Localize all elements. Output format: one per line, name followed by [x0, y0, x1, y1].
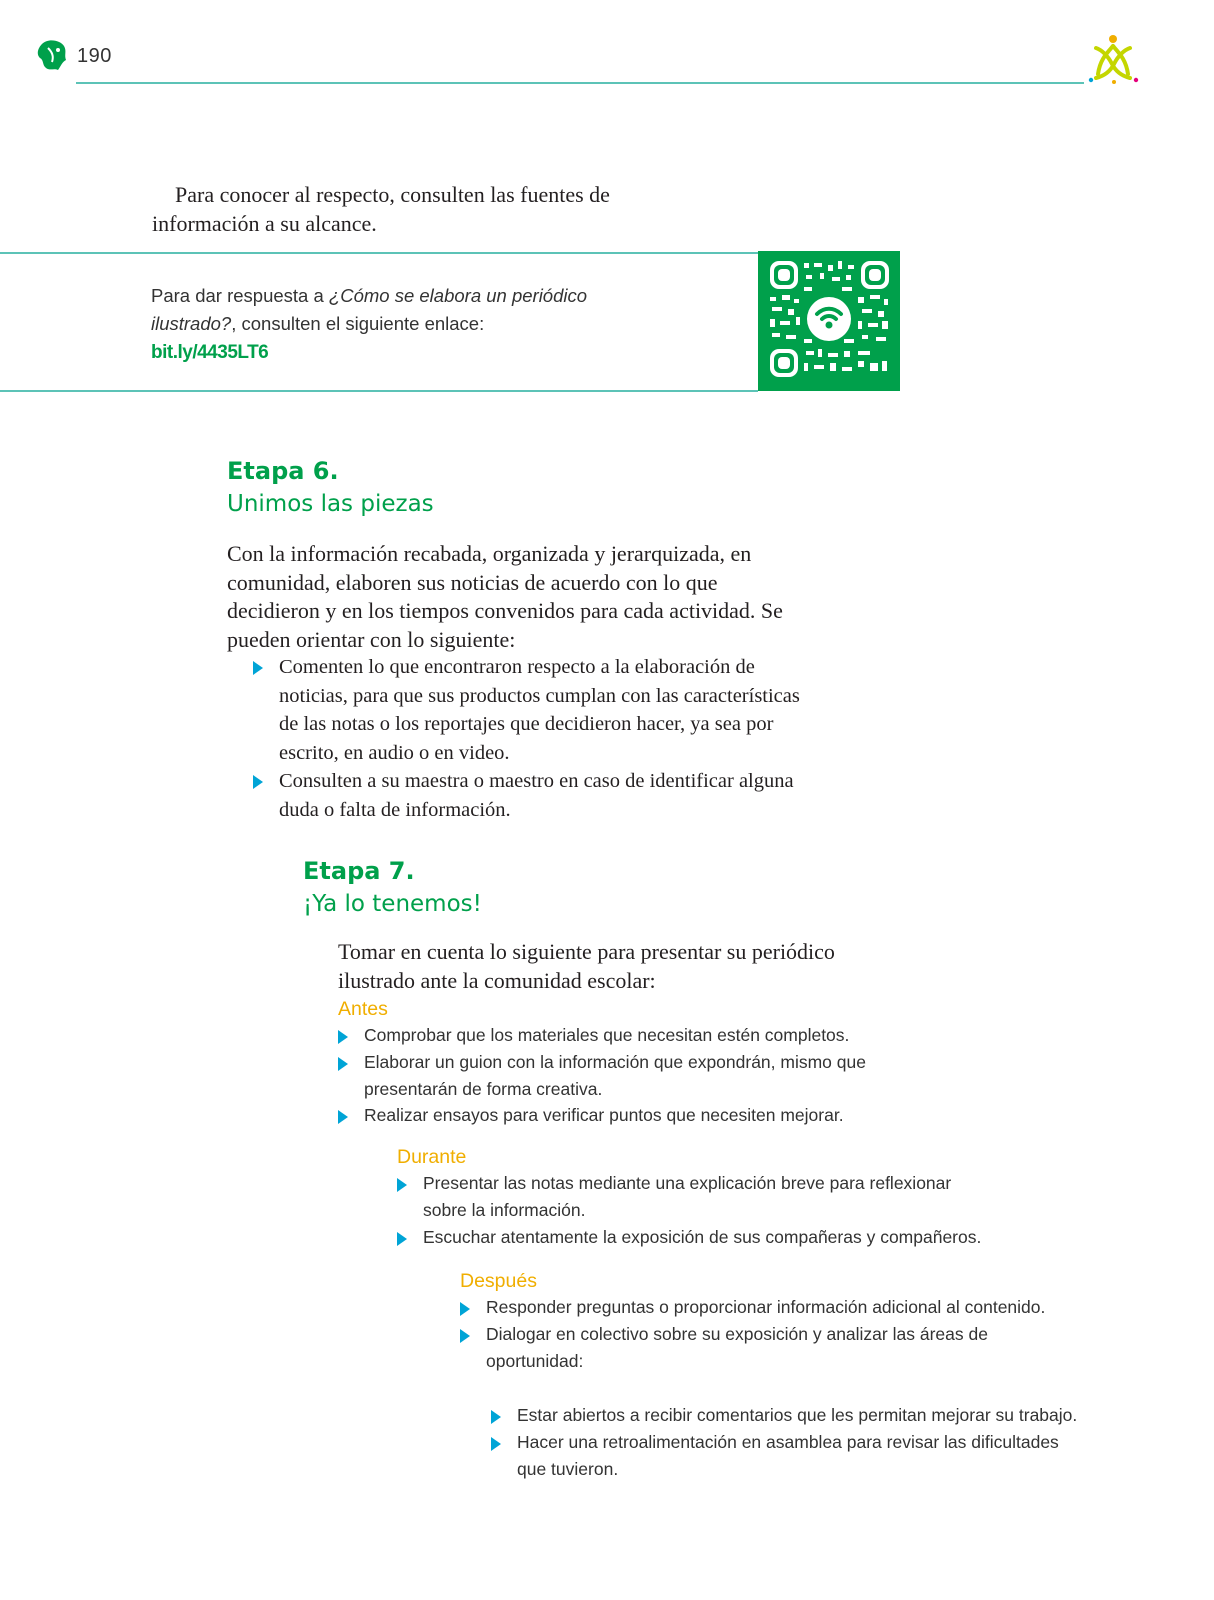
durante-list — [397, 1170, 997, 1250]
intro-paragraph — [152, 180, 672, 238]
tree-of-life-emblem-icon — [1088, 34, 1142, 86]
triangle-bullet-icon — [253, 661, 263, 675]
list-item — [491, 1429, 1081, 1483]
linkbox-top-rule — [0, 252, 758, 254]
stage-7-title: Etapa 7. — [303, 857, 415, 885]
list-item-text: Comprobar que los materiales que necesitan estén completos. — [364, 1025, 850, 1045]
list-item — [460, 1294, 1060, 1321]
linkbox-bottom-rule — [0, 390, 758, 392]
green-leaf-head-icon — [34, 38, 70, 74]
triangle-bullet-icon — [338, 1110, 348, 1124]
stage-6-list — [253, 653, 823, 824]
stage-6-title: Etapa 6. — [227, 457, 339, 485]
header-rule — [76, 82, 1084, 84]
resource-link[interactable]: bit.ly/4435LT6 — [151, 342, 269, 363]
triangle-bullet-icon — [397, 1232, 407, 1246]
small-triangle-bullet-icon — [491, 1410, 501, 1424]
list-item-text: Comenten lo que encontraron respecto a la elaboración de noticias, para que sus productos cumplan con las características de las notas o los reportajes que decidieron hacer, ya sea por escrito, en audio o en video. — [279, 656, 800, 764]
list-item-text: Hacer una retroalimentación en asamblea para revisar las dificultades que tuvieron. — [517, 1431, 1059, 1479]
list-item — [397, 1170, 997, 1224]
triangle-bullet-icon — [460, 1329, 470, 1343]
list-item-text: Estar abiertos a recibir comentarios que les permitan mejorar su trabajo. — [517, 1405, 1078, 1425]
list-item-text: Presentar las notas mediante una explicación breve para reflexionar sobre la información. — [423, 1173, 952, 1220]
triangle-bullet-icon — [338, 1030, 348, 1044]
intro-text: Para conocer al respecto, consulten las fuentes de información a su alcance. — [152, 182, 610, 236]
linkbox-text-before: Para dar respuesta a — [151, 285, 329, 306]
small-triangle-bullet-icon — [491, 1437, 501, 1451]
despues-list — [460, 1294, 1060, 1374]
list-item — [460, 1321, 1060, 1375]
antes-heading: Antes — [338, 998, 388, 1020]
list-item — [253, 767, 823, 824]
qr-code-icon[interactable] — [758, 251, 900, 391]
linkbox-text — [151, 282, 671, 367]
list-item — [253, 653, 823, 767]
triangle-bullet-icon — [253, 775, 263, 789]
stage-6-body: Con la información recabada, organizada y jerarquizada, en comunidad, elaboren sus noticias de acuerdo con lo que decidieron y en los tiempos convenidos para cada actividad. Se pueden orientar con lo siguiente: — [227, 541, 783, 652]
linkbox-question: ¿Cómo se elabora un periódico ilustrado? — [151, 285, 588, 334]
stage-7-body: Tomar en cuenta lo siguiente para presentar su periódico ilustrado ante la comunidad escolar: — [338, 939, 835, 993]
list-item — [338, 1022, 898, 1049]
triangle-bullet-icon — [397, 1178, 407, 1192]
durante-heading: Durante — [397, 1146, 467, 1168]
triangle-bullet-icon — [460, 1302, 470, 1316]
page-number: 190 — [77, 45, 112, 67]
list-item-text: Escuchar atentamente la exposición de sus compañeras y compañeros. — [423, 1226, 982, 1247]
list-item-text: Elaborar un guion con la información que expondrán, mismo que presentarán de forma creativa. — [364, 1051, 866, 1099]
list-item — [397, 1224, 997, 1251]
triangle-bullet-icon — [338, 1057, 348, 1071]
list-item-text: Dialogar en colectivo sobre su exposición y analizar las áreas de oportunidad: — [486, 1323, 988, 1371]
stage-6-subtitle: Unimos las piezas — [227, 491, 434, 517]
despues-heading: Después — [460, 1270, 537, 1292]
list-item-text: Realizar ensayos para verificar puntos que necesiten mejorar. — [364, 1105, 844, 1126]
list-item-text: Responder preguntas o proporcionar información adicional al contenido. — [486, 1297, 1046, 1317]
list-item — [338, 1102, 898, 1129]
despues-sub-list — [491, 1402, 1081, 1482]
list-item — [491, 1402, 1081, 1429]
stage-7-subtitle: ¡Ya lo tenemos! — [303, 891, 482, 917]
list-item — [338, 1049, 898, 1103]
linkbox-text-after: , consulten el siguiente enlace: — [231, 313, 485, 334]
list-item-text: Consulten a su maestra o maestro en caso de identificar alguna duda o falta de información. — [279, 770, 794, 821]
antes-list — [338, 1022, 898, 1129]
